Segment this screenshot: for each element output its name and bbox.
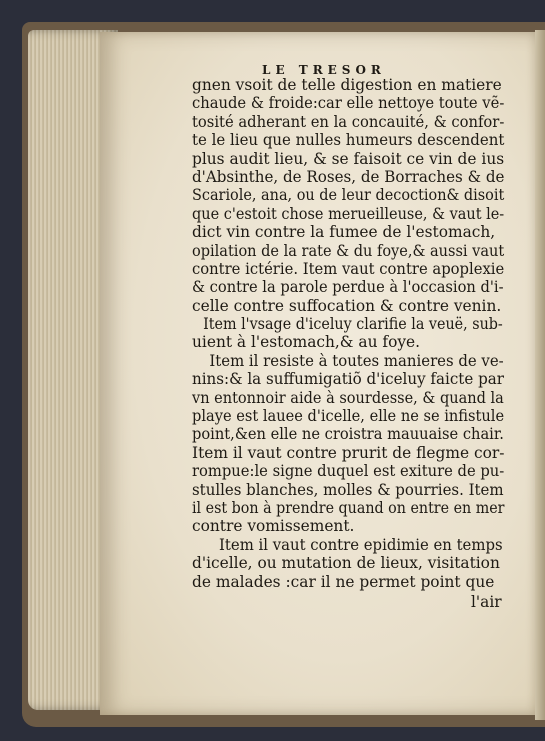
text-line: gnen vsoit de telle digestion en matiere [192, 76, 502, 94]
text-line: opilation de la rate & du foye,& aussi vaut [192, 241, 505, 260]
text-line: plus audit lieu, & se faisoit ce vin de ius [192, 149, 505, 168]
text-line: Item il resiste à toutes manieres de ve- [209, 351, 504, 370]
text-line: d'Absinthe, de Roses, de Borraches & de [192, 167, 505, 186]
text-line: playe est lauee d'icelle, elle ne se infistule [192, 407, 505, 426]
text-line: Item l'vsage d'iceluy clarifie la veuë, sub- [203, 315, 503, 334]
text-line: celle contre suffocation & contre venin. [192, 296, 502, 315]
text-line: que c'estoit chose merueilleuse, & vaut le- [192, 204, 505, 223]
text-line: stulles blanches, molles & pourries. Item [192, 480, 504, 499]
text-line: de malades :car il ne permet point que [192, 572, 495, 591]
text-line: uient à l'estomach,& au foye. [192, 333, 421, 352]
text-line: Item il vaut contre epidimie en temps [219, 535, 503, 554]
text-line: dict vin contre la fumee de l'estomach, [192, 223, 496, 242]
text-line: nins:& la suffumigatiõ d'iceluy faicte par [192, 370, 504, 389]
text-line: chaude & froide:car elle nettoye toute vẽ- [192, 94, 505, 113]
text-line: rompue:le signe duquel est exiture de pu- [192, 462, 505, 481]
text-line: contre ictérie. Item vaut contre apoplexie [192, 259, 505, 278]
text-line: Item il vaut contre prurit de flegme cor- [192, 443, 505, 462]
catchword: l'air [471, 593, 502, 611]
text-line: & contre la parole perdue à l'occasion d'i- [192, 278, 504, 297]
text-line: te le lieu que nulles humeurs descendent [192, 131, 505, 150]
text-line: point,&en elle ne croistra mauuaise chair. [192, 425, 504, 444]
right-page-edge [535, 30, 545, 720]
text-line: Scariole, ana, ou de leur decoction& disoit [192, 186, 505, 205]
text-line: il est bon à prendre quand on entre en mer [192, 498, 505, 517]
text-line: vn entonnoir aide à sourdesse, & quand la [192, 388, 504, 407]
body-text [192, 76, 504, 591]
text-line: d'icelle, ou mutation de lieux, visitation [192, 554, 500, 573]
text-line: contre vomissement. [192, 517, 355, 536]
running-header: LE TRESOR [262, 63, 386, 77]
text-line: tosité adherant en la concauité, & confor- [192, 112, 505, 131]
